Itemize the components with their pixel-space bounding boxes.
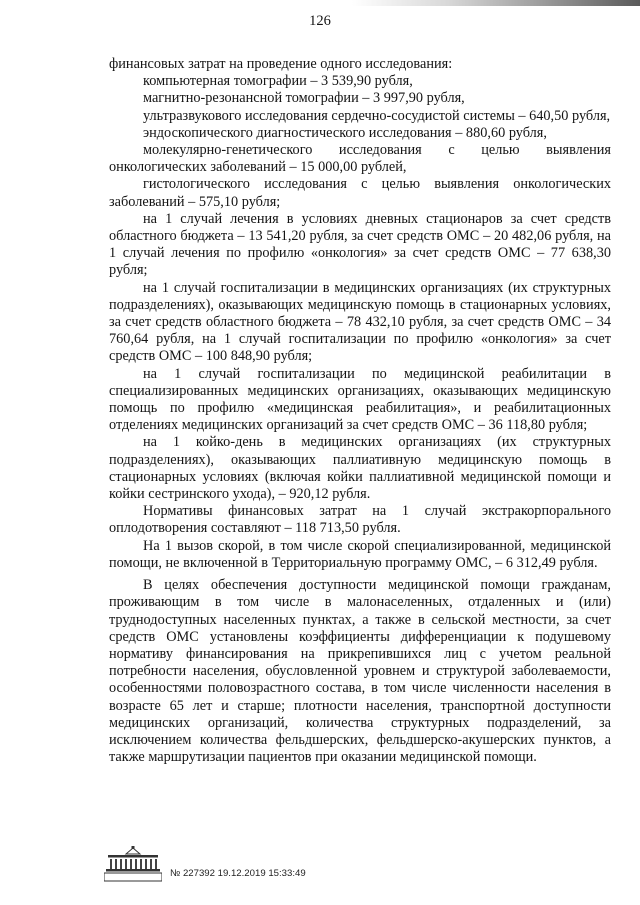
paragraph-hospitalization: на 1 случай госпитализации в медицинских организациях (их структурных подразделениях), оказывающих медицинскую помощь в стационарных условиях, за счет средств областного бюджета – 78 432,10 рубля, за счет средств ОМС – 34 760,64 рубля, на 1 случай госпитализации по профилю «онкология» за счет средств ОМС – 100 848,90 рубля; [109,279,611,365]
list-item-endoscopy: эндоскопического диагностического исследования – 880,60 рубля, [143,124,547,141]
paragraph-coefficients: В целях обеспечения доступности медицинской помощи гражданам, проживающим в том числе в малонаселенных, отдаленных и (или) труднодоступных населенных пунктах, а также в сельской местности, за счет средств ОМС установлены коэффициенты дифференциации к подушевому нормативу финансирования на прикрепившихся лиц с учетом реальной потребности населения, обусловленной уровнем и структурой заболеваемости, особенностями половозрастного состава, в том числе численности населения в возрасте 65 лет и старше; плотности населения, транспортной доступности медицинских организаций, количества структурных подразделений, за исключением количества фельдшерских, фельдшерско-акушерских пунктов, а также маршрутизации пациентов при оказании медицинской помощи. [109,577,611,766]
paragraph-rehabilitation: на 1 случай госпитализации по медицинской реабилитации в специализированных медицинских организациях, оказывающих медицинскую помощь по профилю «медицинская реабилитация», и реабилитационных отделениях медицинских организаций за счет средств ОМС – 36 118,80 рубля; [109,365,611,434]
list-item-molecular: молекулярно-генетического исследования с целью выявления онкологических заболеваний – 15 000,00 рублей, [109,142,611,176]
paragraph-ivf: Нормативы финансовых затрат на 1 случай экстракорпорального оплодотворения составляют – 118 713,50 рубля. [109,503,611,537]
paragraph-ambulance: На 1 вызов скорой, в том числе скорой специализированной, медицинской помощи, не включенной в Территориальную программу ОМС, – 6 312,49 рубля. [109,537,611,571]
document-body [109,56,611,766]
list-item-histology: гистологического исследования с целью выявления онкологических заболеваний – 575,10 рубля; [109,176,611,210]
paragraph-day-hospital: на 1 случай лечения в условиях дневных стационаров за счет средств областного бюджета – 13 541,20 рубля, за счет средств ОМС – 20 482,06 рубля, на 1 случай лечения по профилю «онкология» за счет средств ОМС – 77 638,30 рубля; [109,210,611,279]
legislature-stamp-icon [104,846,162,882]
page-number: 126 [309,13,331,29]
scan-edge-shadow [0,0,640,6]
list-item-ct: компьютерная томографии – 3 539,90 рубля, [143,73,413,90]
paragraph-intro: финансовых затрат на проведение одного исследования: [109,56,453,72]
document-number: № 227392 19.12.2019 15:33:49 [170,868,306,879]
list-item-ultrasound: ультразвукового исследования сердечно-сосудистой системы – 640,50 рубля, [143,107,611,124]
paragraph-palliative: на 1 койко-день в медицинских организациях (их структурных подразделениях), оказывающих паллиативную медицинскую помощь в стационарных условиях (включая койки паллиативной медицинской помощи и койки сестринского ухода), – 920,12 рубля. [109,434,611,503]
list-item-mri: магнитно-резонансной томографии – 3 997,90 рубля, [143,90,465,107]
